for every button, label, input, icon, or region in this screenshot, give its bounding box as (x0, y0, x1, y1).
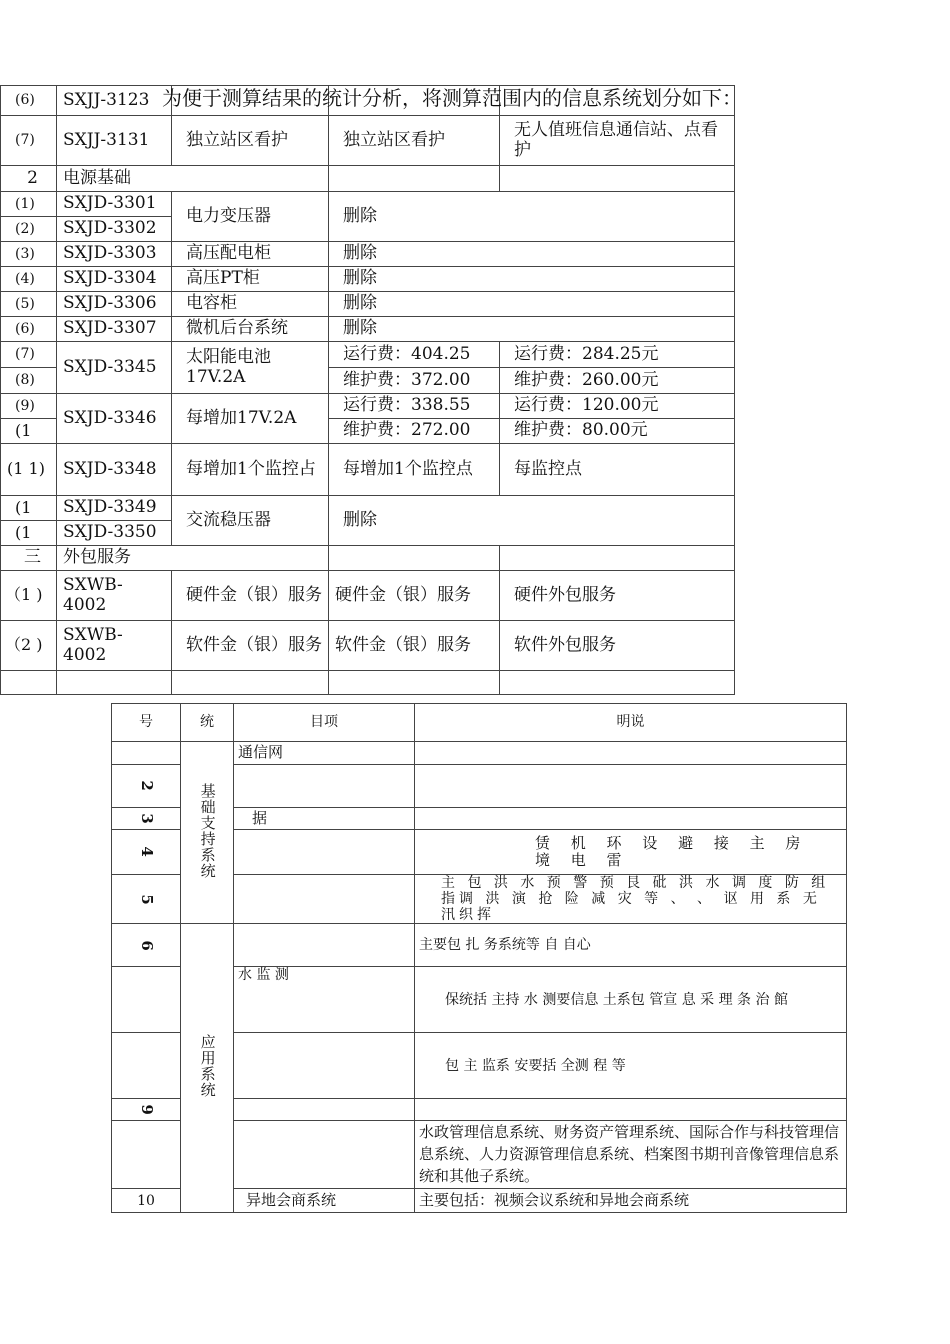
group-label-basic: 基础支持系统 (198, 782, 217, 879)
table-row: 包 主 监系 安要括 全测 程 等 (112, 1033, 847, 1099)
table-row: (2) SXJD-3302 (1, 217, 735, 242)
system-table (111, 703, 847, 1213)
table-row: (1) SXJD-3301 电力变压器 删除 (1, 192, 735, 217)
group-label-app: 应用系统 (198, 1034, 217, 1099)
table-row: (6) SXJJ-3123 (1, 86, 735, 116)
table-row: (3) SXJD-3303 高压配电柜 删除 (1, 242, 735, 267)
table-row: (9) SXJD-3346 每增加17V.2A 运行费：338.55 运行费：120.00元 (1, 394, 735, 419)
table-row: 水政管理信息系统、财务资产管理系统、国际合作与科技管理信息系统、人力资源管理信息系统、档案图书期刊音像管理信息系统和其他子系统。 (112, 1121, 847, 1189)
table-header-row: 号 统 目项 明说 (112, 704, 847, 742)
service-table (0, 85, 735, 695)
table-row: (7) SXJJ-3131 独立站区看护 独立站区看护 无人值班信息通信站、点看护 (1, 116, 735, 166)
table-row: (1 1) SXJD-3348 每增加1个监控占 每增加1个监控点 每监控点 (1, 444, 735, 496)
table-row: 9 (112, 1099, 847, 1121)
table-row: (8) 维护费：372.00 维护费：260.00元 (1, 368, 735, 394)
table-row: 3 据 (112, 808, 847, 830)
table-row: 2 (112, 765, 847, 808)
table-row: (1 维护费：272.00 维护费：80.00元 (1, 419, 735, 444)
table-row: 4 赁 机 环 设 避 接 主 房 境 电 雷 (112, 830, 847, 875)
table-row: (1 SXJD-3349 交流稳压器 删除 (1, 496, 735, 521)
table-row: 三 外包服务 (1, 546, 735, 571)
table-row (1, 671, 735, 695)
table-row: (1 SXJD-3350 (1, 521, 735, 546)
table-row: (7) SXJD-3345 太阳能电池17V.2A 运行费：404.25 运行费：284.25元 (1, 342, 735, 368)
table-row: 6 应用系统 主要包 扎 务系统等 自 自心 (112, 924, 847, 967)
table-row: 5 主 包 洪 水 预 警 预 艮 砒 洪 水 调 度 防 组指调 洪 演 抢 险 减 灾 等 、 、 讴 用 系 无 汛织挥 (112, 875, 847, 924)
table-row: （1 ) SXWB-4002 硬件金（银）服务 硬件金（银）服务 硬件外包服务 (1, 571, 735, 621)
table-row: (6) SXJD-3307 微机后台系统 删除 (1, 317, 735, 342)
page-heading: 为便于测算结果的统计分析，将测算范围内的信息系统划分如下： (162, 86, 742, 110)
table-row: (5) SXJD-3306 电容柜 删除 (1, 292, 735, 317)
table-row: 2 电源基础 (1, 166, 735, 192)
table-row: 基础支持系统 通信网 (112, 742, 847, 765)
table-row: 水 监 测 保统括 主持 水 测要信息 土系包 管宣 息 采 理 条 治 館 (112, 967, 847, 1033)
table-row: （2 ) SXWB-4002 软件金（银）服务 软件金（银）服务 软件外包服务 (1, 621, 735, 671)
table-row: (4) SXJD-3304 高压PT柜 删除 (1, 267, 735, 292)
table-row: 10 异地会商系统 主要包括：视频会议系统和异地会商系统 (112, 1189, 847, 1213)
